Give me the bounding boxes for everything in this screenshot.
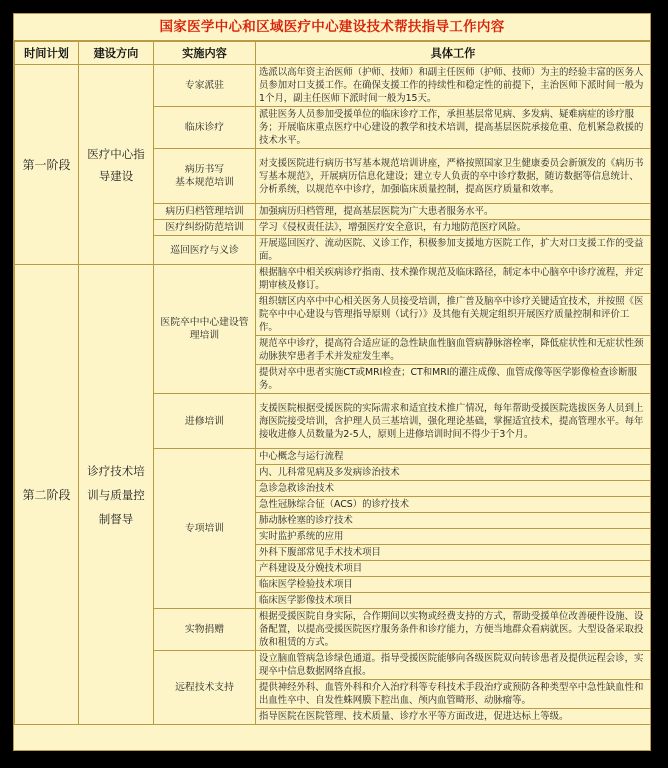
list-item: 外科下腹部常见手术技术项目: [256, 545, 651, 561]
item-content: 根据受援医院自身实际，合作期间以实物或经费支持的方式，帮助受援单位改善硬件设施、设备配置，以提高受援医院医疗服务条件和诊疗能力，方便当地群众看病就医。大型设备采取投放和租赁的方式。: [256, 609, 651, 651]
list-item: 肺动脉栓塞的诊疗技术: [256, 513, 651, 529]
item-content: 设立脑血管病急诊绿色通道。指导受援医院能够向各级医院双向转诊患者及提供远程会诊，实现卒中信息数据网络直报。: [256, 651, 651, 680]
item-name: 医院卒中中心建设管理培训: [154, 265, 256, 394]
item-name: 进修培训: [154, 394, 256, 449]
header-specific-work: 具体工作: [256, 42, 651, 65]
item-name: 临床诊疗: [154, 107, 256, 149]
header-implementation: 实施内容: [154, 42, 256, 65]
table-row: [15, 265, 651, 294]
phase1-direction: 医疗中心指导建设: [79, 65, 154, 265]
item-name: 病历书写 基本规范培训: [154, 149, 256, 204]
item-content: 对支援医院进行病历书写基本规范培训讲座，严格按照国家卫生健康委员会新颁发的《病历书写基本规范》，开展病历信息化建设；建立专人负责的卒中诊疗数据，随访数据等信息统计、分析系统，以规范卒中诊疗，加强临床质量控制，提高医疗质量和效率。: [256, 149, 651, 204]
item-content: 加强病历归档管理，提高基层医院为广大患者服务水平。: [256, 204, 651, 220]
table-title: 国家医学中心和区域医疗中心建设技术帮扶指导工作内容: [14, 14, 650, 41]
item-content: 组织辖区内卒中中心相关医务人员接受培训，推广普及脑卒中诊疗关键适宜技术，并按照《医院卒中中心建设与管理指导原则（试行）》及其他有关规定组织开展医疗质量控制和评价工作。: [256, 294, 651, 336]
list-item: 内、儿科常见病及多发病诊治技术: [256, 465, 651, 481]
list-item: 中心概念与运行流程: [256, 449, 651, 465]
item-content: 选派以高年资主治医师（护师、技师）和副主任医师（护师、技师）为主的经验丰富的医务人员参加对口支援工作。在确保支援工作的持续性和稳定性的前提下，主治医师下派时间一般为1个月，副主任医师下派时间一般为15天。: [256, 65, 651, 107]
item-content: 提供神经外科、血管外科和介入治疗科等专科技术手段治疗或预防各种类型卒中急性缺血性和出血性卒中、自发性蛛网膜下腔出血、颅内血管畸形、动脉瘤等。: [256, 680, 651, 709]
item-content: 学习《侵权责任法》，增强医疗安全意识，有力地防范医疗风险。: [256, 220, 651, 236]
item-name: 病历归档管理培训: [154, 204, 256, 220]
phase2-direction: 诊疗技术培训与质量控制督导: [79, 265, 154, 725]
list-item: 产科建设及分娩技术项目: [256, 561, 651, 577]
list-item: 实时监护系统的应用: [256, 529, 651, 545]
item-content: 指导医院在医院管理、技术质量、诊疗水平等方面改进，促进达标上等级。: [256, 709, 651, 725]
item-name: 巡回医疗与义诊: [154, 236, 256, 265]
item-content: 规范卒中诊疗，提高符合适应证的急性缺血性脑血管病静脉溶栓率，降低症状性和无症状性颈动脉狭窄患者手术并发症发生率。: [256, 336, 651, 365]
table-row: [15, 65, 651, 107]
header-direction: 建设方向: [79, 42, 154, 65]
work-content-table: [14, 41, 651, 725]
phase2-label: 第二阶段: [15, 265, 79, 725]
list-item: 急性冠脉综合征（ACS）的诊疗技术: [256, 497, 651, 513]
item-name: 专项培训: [154, 449, 256, 609]
item-name: 医疗纠纷防范培训: [154, 220, 256, 236]
header-row: [15, 42, 651, 65]
content-table-panel: [13, 13, 651, 751]
item-content: 支援医院根据受援医院的实际需求和适宜技术推广情况，每年帮助受援医院选拔医务人员到上海医院接受培训，含护理人员三基培训，强化理论基础，掌握适宜技术，提高管理水平。每年接收进修人员数量为2-5人，原则上进修培训时间不得少于3个月。: [256, 394, 651, 449]
header-time-plan: 时间计划: [15, 42, 79, 65]
item-name: 实物捐赠: [154, 609, 256, 651]
phase1-label: 第一阶段: [15, 65, 79, 265]
item-content: 根据脑卒中相关疾病诊疗指南、技术操作规范及临床路径，制定本中心脑卒中诊疗流程，并定期审核及修订。: [256, 265, 651, 294]
item-content: 提供对卒中患者实施CT或MRI检查；CT和MRI的灌注成像、血管成像等医学影像检查诊断服务。: [256, 365, 651, 394]
list-item: 临床医学影像技术项目: [256, 593, 651, 609]
item-name: 专家派驻: [154, 65, 256, 107]
item-content: 派驻医务人员参加受援单位的临床诊疗工作，承担基层常见病、多发病、疑难病症的诊疗服务；开展临床重点医疗中心建设的教学和技术培训，提高基层医院承接危重、危机紧急救援的技术水平。: [256, 107, 651, 149]
item-content: 开展巡回医疗、流动医院、义诊工作，积极参加支援地方医院工作，扩大对口支援工作的受益面。: [256, 236, 651, 265]
item-name: 远程技术支持: [154, 651, 256, 725]
list-item: 临床医学检验技术项目: [256, 577, 651, 593]
list-item: 急诊急救诊治技术: [256, 481, 651, 497]
